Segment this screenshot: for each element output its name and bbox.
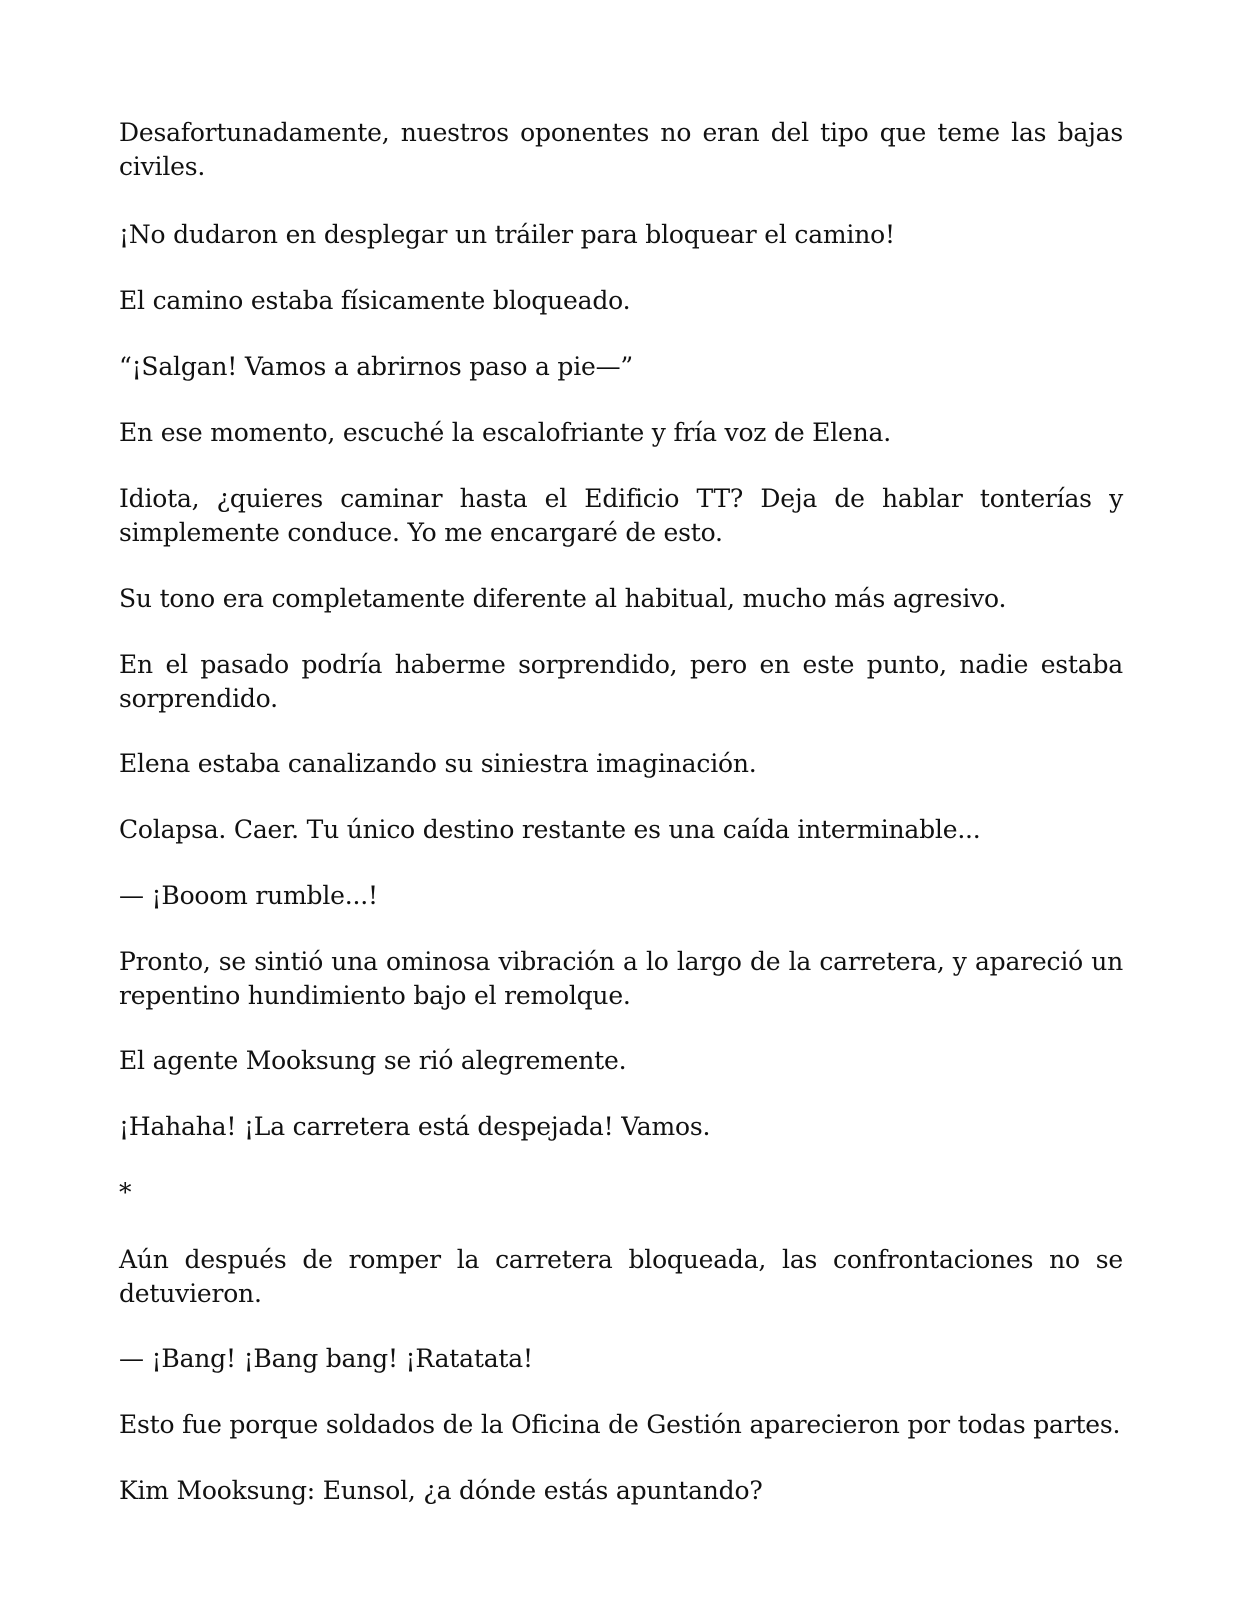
paragraph-13: El agente Mooksung se rió alegremente. <box>119 1046 627 1075</box>
paragraph-2: ¡No dudaron en desplegar un tráiler para bloquear el camino! <box>119 220 895 249</box>
paragraph-18: Kim Mooksung: Eunsol, ¿a dónde estás apuntando? <box>119 1476 763 1505</box>
paragraph-11: — ¡Booom rumble...! <box>119 881 378 910</box>
paragraph-14: ¡Hahaha! ¡La carretera está despejada! Vamos. <box>119 1112 711 1141</box>
paragraph-9: Elena estaba canalizando su siniestra imaginación. <box>119 749 757 778</box>
paragraph-3: El camino estaba físicamente bloqueado. <box>119 286 631 315</box>
paragraph-5: En ese momento, escuché la escalofriante y fría voz de Elena. <box>119 418 891 447</box>
paragraph-4: “¡Salgan! Vamos a abrirnos paso a pie—” <box>119 352 634 381</box>
paragraph-16: — ¡Bang! ¡Bang bang! ¡Ratatata! <box>119 1344 533 1373</box>
paragraph-8: En el pasado podría haberme sorprendido, pero en este punto, nadie estaba sorprendido. <box>119 650 1123 713</box>
paragraph-1: Desafortunadamente, nuestros oponentes no eran del tipo que teme las bajas civiles. <box>119 118 1123 181</box>
scene-break: * <box>119 1178 132 1207</box>
paragraph-7: Su tono era completamente diferente al habitual, mucho más agresivo. <box>119 584 1007 613</box>
paragraph-6: Idiota, ¿quieres caminar hasta el Edificio TT? Deja de hablar tonterías y simplemente conduce. Yo me encargaré de esto. <box>119 484 1123 547</box>
paragraph-15: Aún después de romper la carretera bloqueada, las confrontaciones no se detuvieron. <box>119 1245 1123 1308</box>
paragraph-12: Pronto, se sintió una ominosa vibración a lo largo de la carretera, y apareció un repentino hundimiento bajo el remolque. <box>119 947 1123 1010</box>
paragraph-10: Colapsa. Caer. Tu único destino restante es una caída interminable... <box>119 815 981 844</box>
paragraph-17: Esto fue porque soldados de la Oficina de Gestión aparecieron por todas partes. <box>119 1410 1121 1439</box>
